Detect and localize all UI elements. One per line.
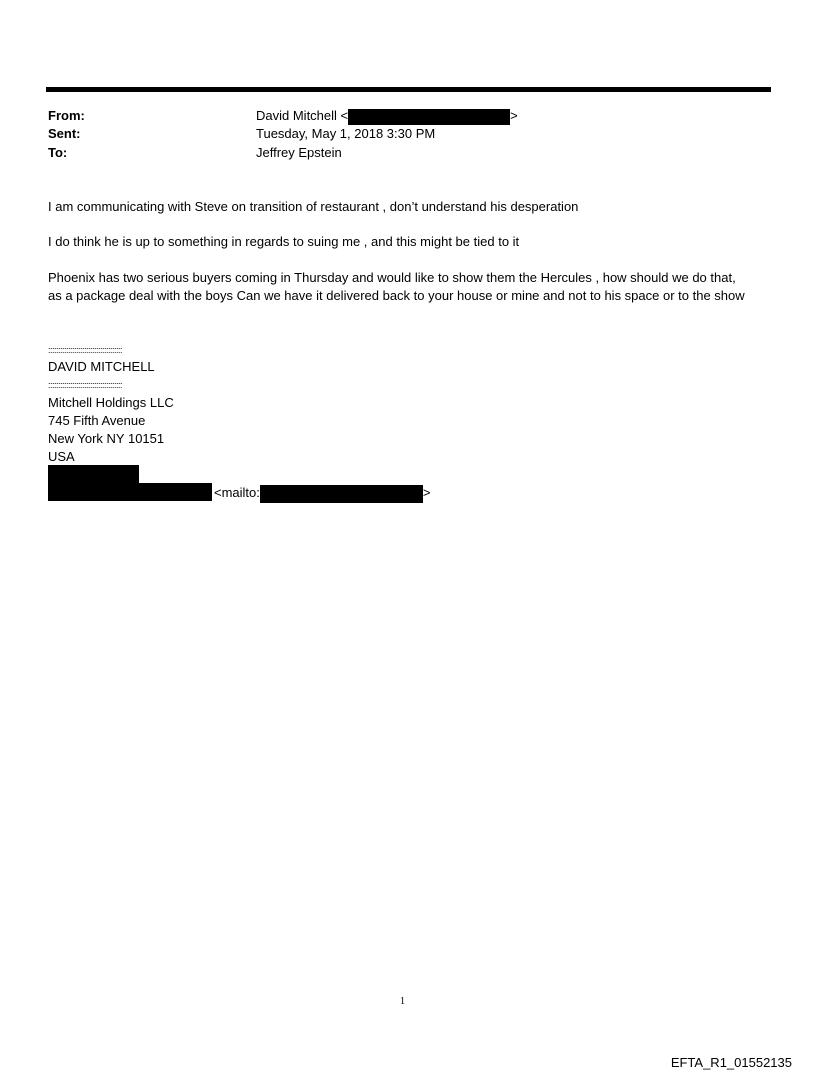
header-rule (46, 87, 771, 92)
from-close: > (510, 108, 518, 123)
from-label: From: (48, 108, 85, 123)
sent-label: Sent: (48, 126, 81, 141)
body-paragraph-1: I am communicating with Steve on transition of restaurant , don’t understand his desperation (48, 199, 579, 214)
redacted-email (348, 109, 510, 125)
mailto-close: > (422, 485, 431, 500)
signature-country: USA (48, 449, 75, 464)
page-number: 1 (400, 996, 405, 1007)
document-id: EFTA_R1_01552135 (670, 1055, 792, 1070)
to-label: To: (48, 145, 68, 160)
signature-divider-top: ::::::::::::::::::::::::::::::::::::: (48, 345, 123, 355)
signature-name: DAVID MITCHELL (48, 359, 155, 374)
body-paragraph-2: I do think he is up to something in regards to suing me , and this might be tied to it (48, 234, 520, 249)
signature-mailto (214, 484, 430, 503)
body-paragraph-3-line-1: Phoenix has two serious buyers coming in Thursday and would like to show them the Hercules , how should we do that, (48, 270, 736, 285)
sent-value: Tuesday, May 1, 2018 3:30 PM (256, 126, 436, 141)
from-value (256, 107, 518, 125)
signature-divider-bottom: ::::::::::::::::::::::::::::::::::::: (48, 380, 123, 390)
mailto-open: <mailto: (214, 485, 260, 500)
signature-company: Mitchell Holdings LLC (48, 395, 174, 410)
signature-city: New York NY 10151 (48, 431, 165, 446)
from-name: David Mitchell < (256, 108, 349, 123)
body-paragraph-3-line-2: as a package deal with the boys Can we have it delivered back to your house or mine and not to his space or to the show (48, 288, 745, 303)
redacted-mailto-address (260, 485, 423, 503)
redacted-phone (48, 465, 139, 483)
redacted-email-link (48, 483, 212, 501)
signature-street: 745 Fifth Avenue (48, 413, 146, 428)
to-value: Jeffrey Epstein (256, 145, 342, 160)
